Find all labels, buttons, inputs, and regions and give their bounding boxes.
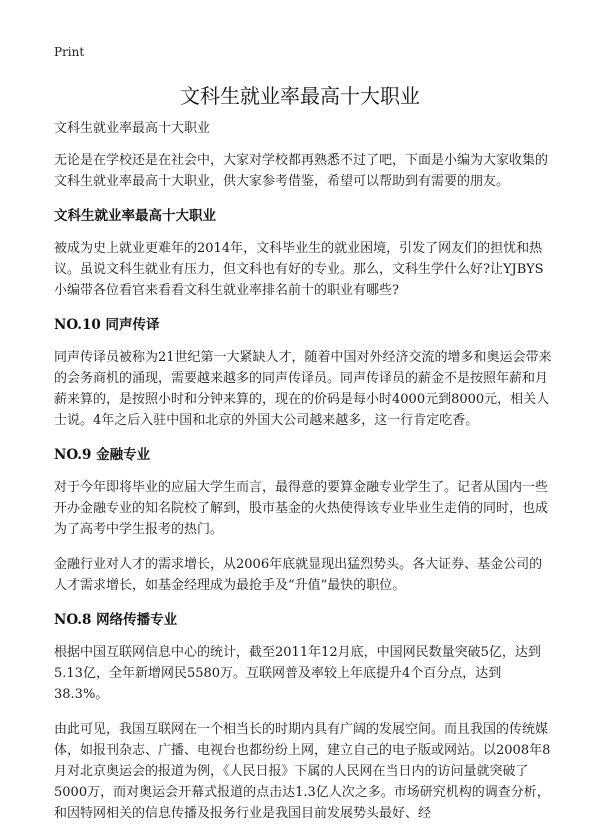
no8-paragraph-2: 由此可见，我国互联网在一个相当长的时期内具有广阔的发展空间。而且我国的传统媒体，如报刊杂志、广播、电视台也都纷纷上网，建立自己的电子版或网站。以2008年8月对北京奥运会的报道为例，《人民日报》下属的人民网在当日内的访问量就突破了5000万，而对奥运会开幕式报道的点击达1.3亿人次之多。市场研究机构的调查分析，和因特网相关的信息传播及报务行业是我国目前发展势头最好、经 <box>54 722 551 821</box>
article-body <box>54 118 554 838</box>
no9-paragraph-2: 金融行业对人才的需求增长，从2006年底就显现出猛烈势头。各大证券、基金公司的人才需求增长，如基金经理成为最抢手及“升值”最快的职位。 <box>54 557 543 593</box>
article-subtitle: 文科生就业率最高十大职业 <box>54 121 211 136</box>
section-heading: 文科生就业率最高十大职业 <box>54 208 216 224</box>
section-paragraph: 被成为史上就业更难年的2014年，文科毕业生的就业困境，引发了网友们的担忧和热议。虽说文科生就业有压力，但文科也有好的专业。那么，文科生学什么好?让YJBYS小编带各位看官来看看文科生就业率排名前十的职业有哪些? <box>54 241 544 298</box>
no9-paragraph-1: 对于今年即将毕业的应届大学生而言，最得意的要算金融专业学生了。记者从国内一些开办金融专业的知名院校了解到，股市基金的火热使得该专业毕业生走俏的同时，也成为了高考中学生报考的热门。 <box>54 480 549 537</box>
page-title: 文科生就业率最高十大职业 <box>180 84 420 108</box>
intro-paragraph: 无论是在学校还是在社会中，大家对学校都再熟悉不过了吧，下面是小编为大家收集的文科生就业率最高十大职业，供大家参考借鉴，希望可以帮助到有需要的朋友。 <box>54 153 549 189</box>
no9-heading: NO.9 金融专业 <box>54 447 151 463</box>
no10-paragraph: 同声传译员被称为21世纪第一大紧缺人才，随着中国对外经济交流的增多和奥运会带来的会务商机的涌现，需要越来越多的同声传译员。同声传译员的薪金不是按照年薪和月薪来算的，是按照小时和分钟来算的，现在的价码是每小时4000元到8000元，相关人士说。4年之后入驻中国和北京的外国大公司越来越多，这一行肯定吃香。 <box>54 350 552 428</box>
print-link[interactable]: Print <box>54 45 85 59</box>
no10-heading: NO.10 同声传译 <box>54 317 160 333</box>
no8-heading: NO.8 网络传播专业 <box>54 612 178 628</box>
no8-paragraph-1: 根据中国互联网信息中心的统计，截至2011年12月底，中国网民数量突破5亿，达到5.13亿，全年新增网民5580万。互联网普及率较上年底提升4个百分点，达到38.3%。 <box>54 645 541 702</box>
